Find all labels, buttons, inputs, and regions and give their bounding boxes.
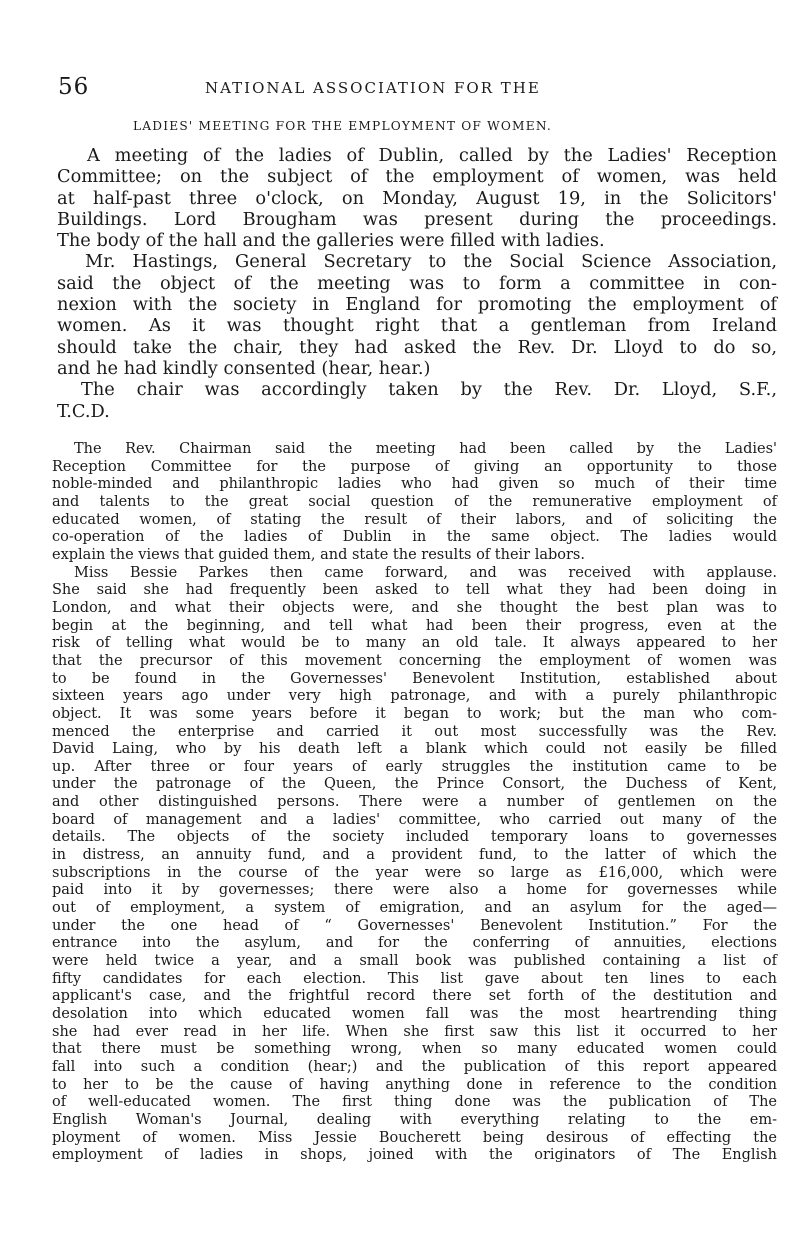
large-line: said the object of the meeting was to form a committee in con-: [57, 272, 777, 294]
small-line: educated women, of stating the result of their labors, and of soliciting the: [52, 511, 777, 528]
large-line: women. As it was thought right that a gentleman from Ireland: [57, 315, 777, 337]
small-line: English Woman's Journal, dealing with everything relating to the em-: [52, 1111, 777, 1128]
small-line: board of management and a ladies' committee, who carried out many of the: [52, 811, 777, 828]
small-line: object. It was some years before it began to work; but the man who com-: [52, 705, 777, 722]
large-line: at half-past three o'clock, on Monday, August 19, in the Solicitors': [57, 187, 777, 209]
small-line: London, and what their objects were, and she thought the best plan was to: [52, 599, 777, 616]
small-line: menced the enterprise and carried it out most successfully was the Rev.: [52, 723, 777, 740]
small-line: were held twice a year, and a small book was published containing a list of: [52, 953, 777, 970]
small-line: employment of ladies in shops, joined with the originators of The English: [52, 1147, 777, 1164]
large-line: The body of the hall and the galleries were filled with ladies.: [57, 230, 605, 252]
small-line: fall into such a condition (hear;) and the publication of this report appeared: [52, 1058, 777, 1075]
page-number: 56: [58, 74, 90, 100]
small-line: applicant's case, and the frightful record there set forth of the destitution and: [52, 988, 777, 1005]
section-title: LADIES' MEETING FOR THE EMPLOYMENT OF WOMEN.: [133, 119, 552, 133]
small-line: explain the views that guided them, and state the results of their labors.: [52, 546, 585, 563]
small-line: under the one head of “ Governesses' Benevolent Institution.” For the: [52, 917, 777, 934]
small-line: out of employment, a system of emigration, and an asylum for the aged—: [52, 900, 777, 917]
opening-paragraphs: [57, 145, 777, 422]
large-line: The chair was accordingly taken by the Rev. Dr. Lloyd, S.F.,: [81, 379, 777, 401]
small-line: she had ever read in her life. When she first saw this list it occurred to her: [52, 1023, 777, 1040]
small-line: up. After three or four years of early struggles the institution came to be: [52, 758, 777, 775]
small-line: and other distinguished persons. There were a number of gentlemen on the: [52, 794, 777, 811]
small-line: fifty candidates for each election. This list gave about ten lines to each: [52, 970, 777, 987]
large-line: T.C.D.: [57, 400, 110, 422]
small-line: under the patronage of the Queen, the Prince Consort, the Duchess of Kent,: [52, 776, 777, 793]
large-line: Buildings. Lord Brougham was present during the proceedings.: [57, 208, 777, 230]
running-head: NATIONAL ASSOCIATION FOR THE: [205, 79, 541, 97]
small-line: in distress, an annuity fund, and a provident fund, to the latter of which the: [52, 847, 777, 864]
small-line: co-operation of the ladies of Dublin in the same object. The ladies would: [52, 529, 777, 546]
large-line: should take the chair, they had asked the Rev. Dr. Lloyd to do so,: [57, 336, 777, 358]
small-line: risk of telling what would be to many an old tale. It always appeared to her: [52, 635, 777, 652]
small-line: Miss Bessie Parkes then came forward, and was received with applause.: [74, 564, 777, 581]
small-line: ployment of women. Miss Jessie Boucherett being desirous of effecting the: [52, 1129, 777, 1146]
small-line: entrance into the asylum, and for the conferring of annuities, elections: [52, 935, 777, 952]
large-line: nexion with the society in England for promoting the employment of: [57, 294, 777, 316]
small-line: to her to be the cause of having anything done in reference to the condition: [52, 1076, 777, 1093]
small-line: She said she had frequently been asked to tell what they had been doing in: [52, 582, 777, 599]
large-line: A meeting of the ladies of Dublin, called by the Ladies' Reception: [87, 145, 777, 166]
small-line: of well-educated women. The first thing done was the publication of The: [52, 1094, 777, 1111]
small-line: to be found in the Governesses' Benevolent Institution, established about: [52, 670, 777, 687]
small-line: paid into it by governesses; there were also a home for governesses while: [52, 882, 777, 899]
small-line: David Laing, who by his death left a blank which could not easily be filled: [52, 741, 777, 758]
small-line: sixteen years ago under very high patronage, and with a purely philanthropic: [52, 688, 777, 705]
large-line: Committee; on the subject of the employment of women, was held: [57, 166, 777, 188]
small-line: that the precursor of this movement concerning the employment of women was: [52, 652, 777, 669]
small-line: and talents to the great social question of the remunerative employment of: [52, 493, 777, 510]
small-line: subscriptions in the course of the year were so large as £16,000, which were: [52, 864, 777, 881]
small-line: details. The objects of the society included temporary loans to governesses: [52, 829, 777, 846]
small-line: Reception Committee for the purpose of giving an opportunity to those: [52, 458, 777, 475]
large-line: and he had kindly consented (hear, hear.): [57, 357, 431, 379]
small-line: that there must be something wrong, when so many educated women could: [52, 1041, 777, 1058]
small-line: noble-minded and philanthropic ladies who had given so much of their time: [52, 476, 777, 493]
small-line: desolation into which educated women fall was the most heartrending thing: [52, 1006, 777, 1022]
small-line: begin at the beginning, and tell what had been their progress, even at the: [52, 617, 777, 634]
main-paragraphs: [52, 441, 777, 1165]
large-line: Mr. Hastings, General Secretary to the Social Science Association,: [85, 251, 777, 273]
small-line: The Rev. Chairman said the meeting had been called by the Ladies': [74, 441, 777, 457]
page-header: [50, 74, 750, 102]
